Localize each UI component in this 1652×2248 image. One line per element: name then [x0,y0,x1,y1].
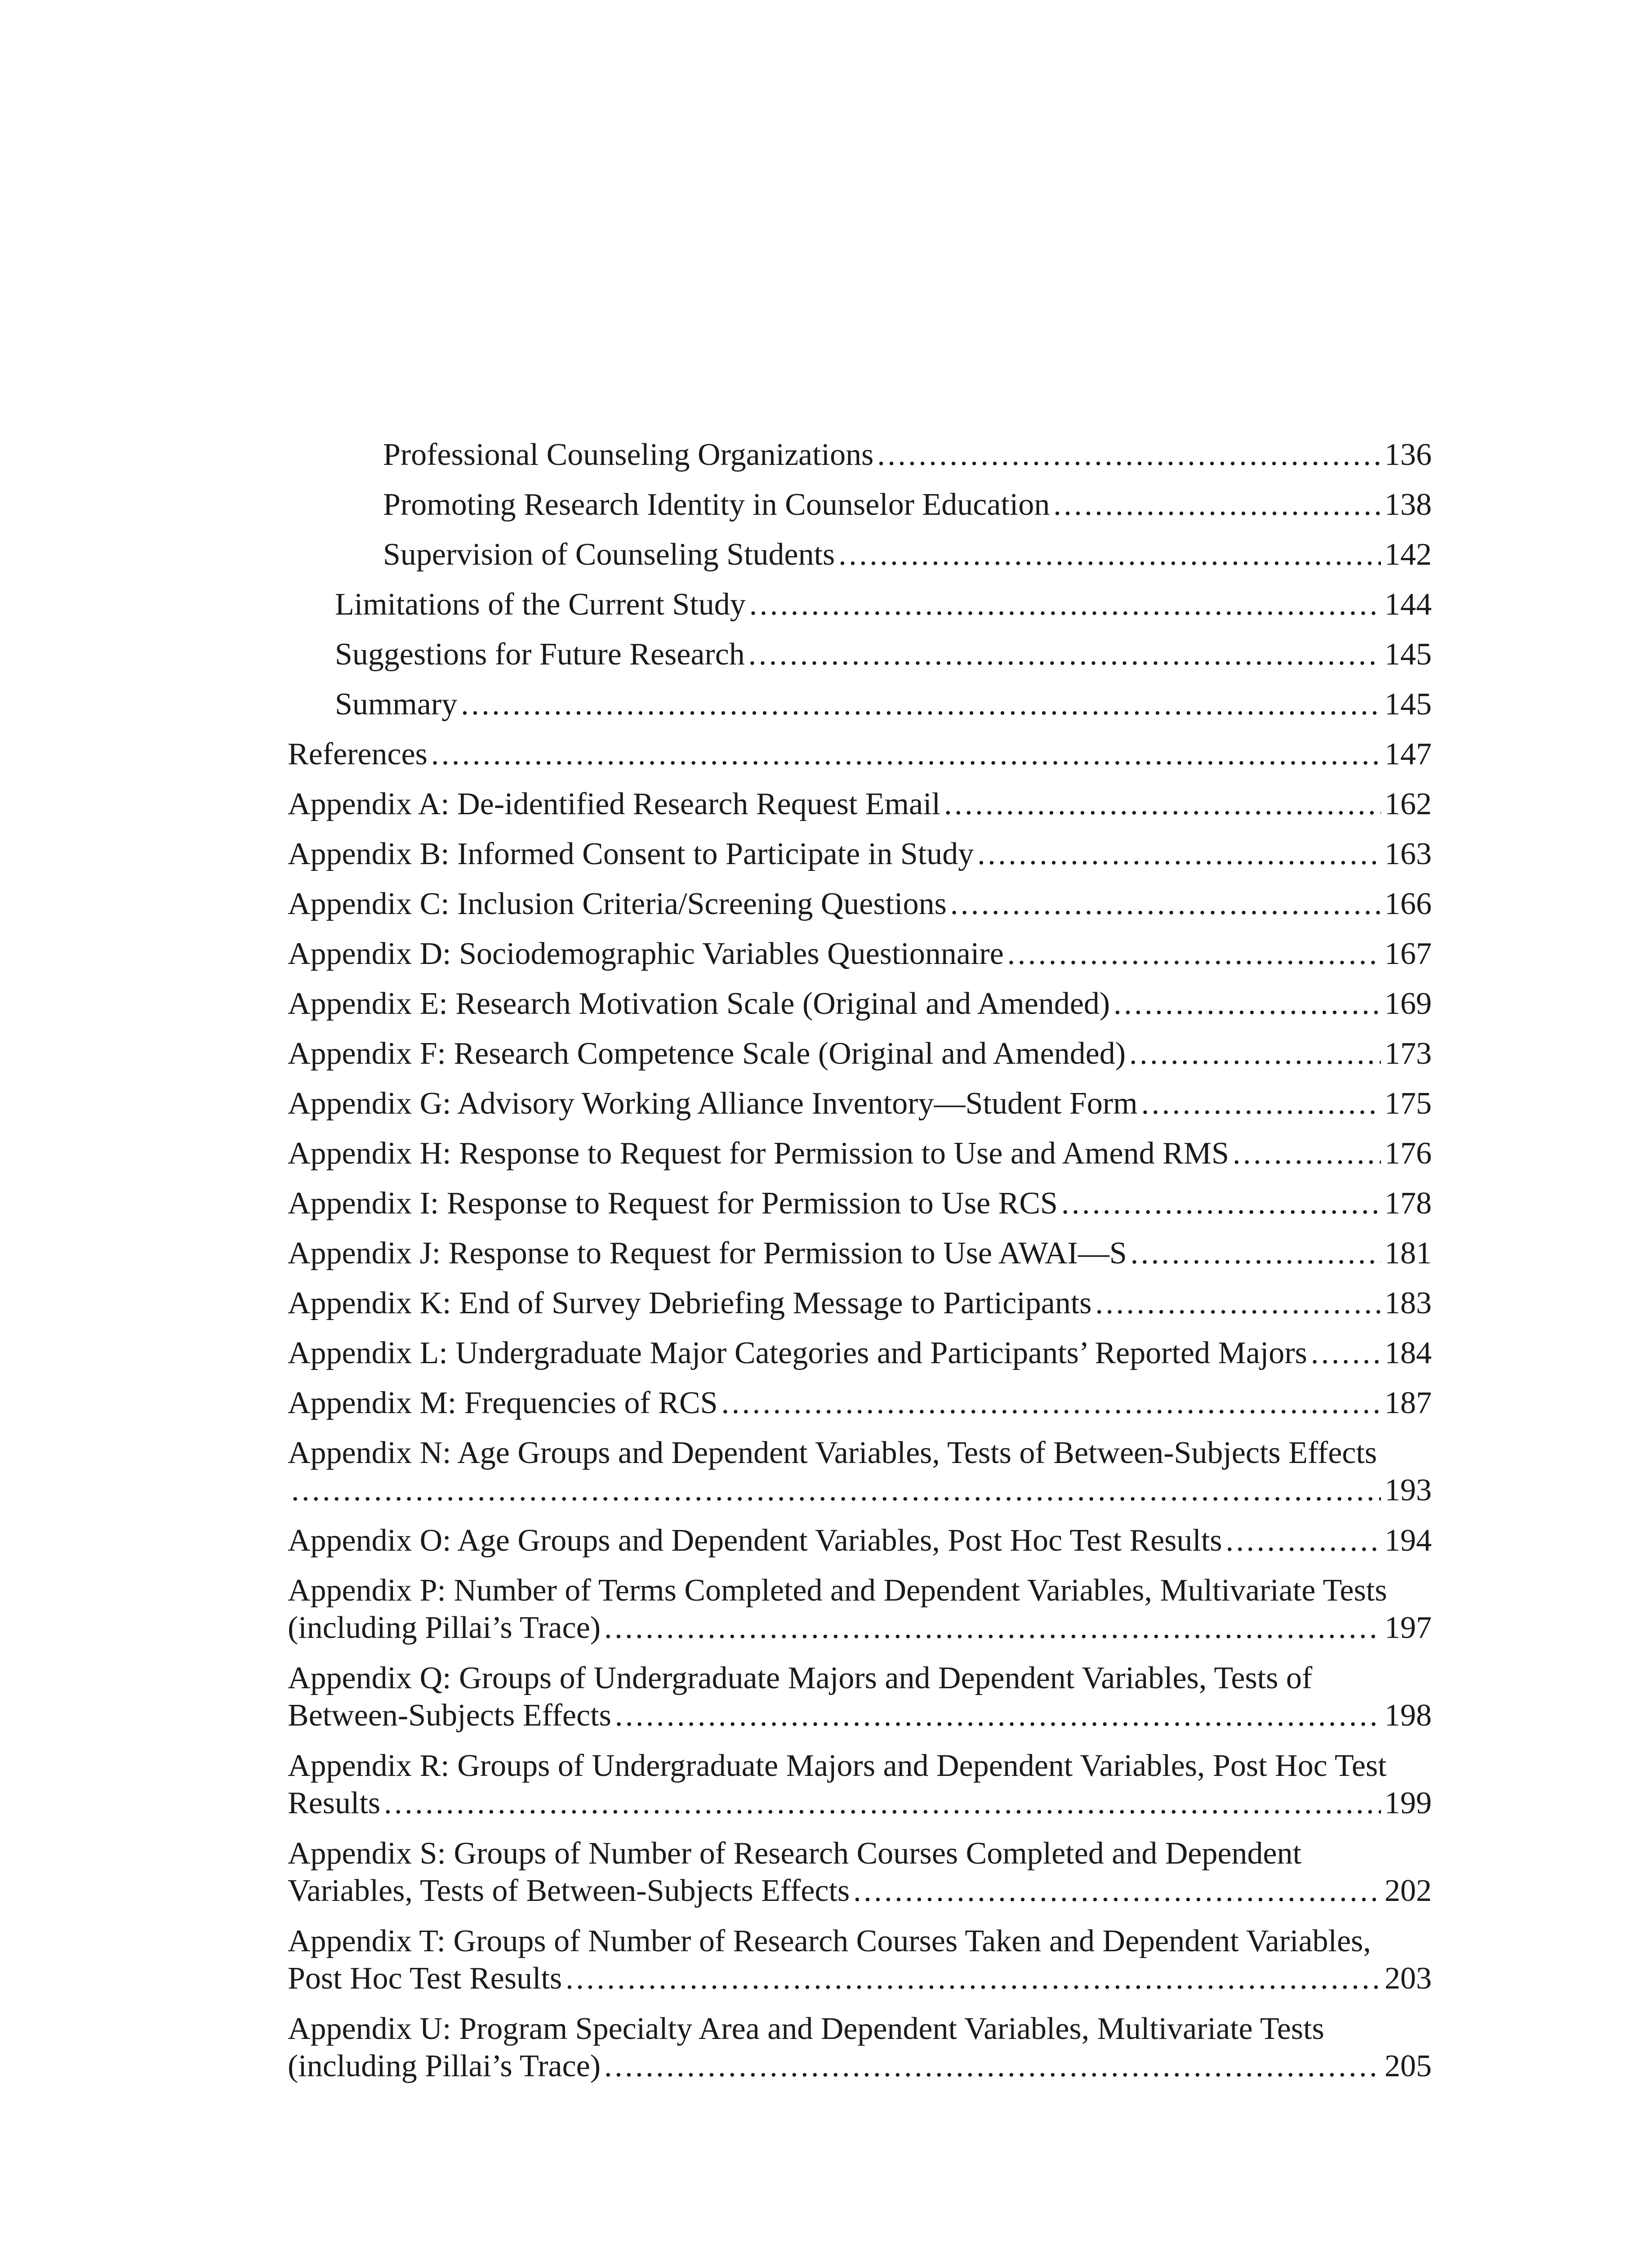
toc-entry [288,1135,1432,1185]
toc-entry-title: Professional Counseling Organizations [383,437,874,472]
toc-entry [288,1659,1432,1747]
dot-leader [384,1784,1381,1822]
toc-page-number: 175 [1385,1086,1432,1121]
dot-leader [1141,1085,1381,1122]
toc-entry [288,1334,1432,1384]
dot-leader [615,1697,1381,1734]
toc-entry [288,686,1432,736]
toc-entry [288,2010,1432,2098]
toc-entry-title: Appendix B: Informed Consent to Participate in Study [288,837,974,871]
dot-leader [1095,1285,1381,1322]
dot-leader [838,536,1381,573]
toc-page-number: 166 [1385,887,1432,921]
toc-page-number: 203 [1385,1961,1432,1996]
toc-entry [288,1085,1432,1135]
toc-entry [288,1522,1432,1572]
toc-entry-title: Appendix H: Response to Request for Permission to Use and Amend RMS [288,1136,1229,1171]
toc-entry [288,835,1432,885]
toc-page-number: 169 [1385,986,1432,1021]
toc-entry [288,736,1432,785]
toc-page-number: 163 [1385,837,1432,871]
dot-leader [877,436,1381,473]
toc-page-number: 181 [1385,1236,1432,1271]
toc-entry [288,1035,1432,1085]
toc-entry [288,885,1432,935]
toc-entry [288,1185,1432,1235]
toc-page-number: 178 [1385,1186,1432,1221]
toc-page-number: 142 [1385,537,1432,572]
toc-page-number: 197 [1385,1610,1432,1645]
toc-entry [288,1384,1432,1434]
toc-page-number: 173 [1385,1036,1432,1071]
dot-leader [749,586,1381,623]
toc-page-number: 187 [1385,1386,1432,1420]
dot-leader [977,835,1381,873]
dot-leader [950,885,1381,923]
dot-leader [1226,1522,1381,1559]
toc-entry [288,785,1432,835]
dot-leader [1007,935,1381,972]
dot-leader [461,686,1381,723]
toc-entry-title: Appendix G: Advisory Working Alliance Inventory—Student Form [288,1086,1138,1121]
toc-entry [288,436,1432,486]
toc-entry-title: References [288,737,427,772]
dot-leader [1311,1334,1381,1372]
toc-entry [288,636,1432,686]
toc-entry-title: Appendix J: Response to Request for Permission to Use AWAI—S [288,1236,1127,1271]
toc-entry-title: Appendix E: Research Motivation Scale (Original and Amended) [288,986,1110,1021]
dot-leader [748,636,1381,673]
toc-entry [288,586,1432,636]
toc-page-number: 138 [1385,487,1432,522]
dot-leader [1113,985,1381,1022]
toc-page-number: 198 [1385,1698,1432,1733]
toc-page-number: 145 [1385,637,1432,672]
toc-page-number: 136 [1385,437,1432,472]
toc-entry [288,1235,1432,1285]
toc-entry [288,1285,1432,1334]
toc-entry [288,985,1432,1035]
toc-entry-title-line1: Appendix T: Groups of Number of Research Courses Taken and Dependent Variables, [288,1924,1371,1958]
dot-leader [291,1472,1381,1509]
toc-entry-title: (including Pillai’s Trace) [288,2049,601,2083]
toc-page-number: 184 [1385,1336,1432,1370]
toc-entry-title-line1: Appendix Q: Groups of Undergraduate Majors and Dependent Variables, Tests of [288,1661,1313,1695]
toc-entry [288,935,1432,985]
toc-entry-title: Appendix D: Sociodemographic Variables Questionnaire [288,937,1004,971]
toc-entry [288,1835,1432,1922]
toc-entry-title: Limitations of the Current Study [335,587,746,622]
toc-entry-title: Results [288,1786,381,1820]
dot-leader [1131,1235,1381,1272]
toc-entry [288,1572,1432,1659]
toc-entry-title: Post Hoc Test Results [288,1961,562,1996]
toc-page-number: 202 [1385,1873,1432,1908]
toc-entry [288,1434,1432,1522]
toc-page-number: 144 [1385,587,1432,622]
toc-entry-title: Appendix L: Undergraduate Major Categories and Participants’ Reported Majors [288,1336,1307,1370]
dot-leader [1233,1135,1381,1172]
toc-entry-title: Appendix O: Age Groups and Dependent Variables, Post Hoc Test Results [288,1523,1222,1558]
table-of-contents [288,436,1432,2098]
dot-leader [1129,1035,1381,1072]
toc-entry-title: Summary [335,687,458,722]
toc-entry-title: Variables, Tests of Between-Subjects Effects [288,1873,850,1908]
toc-page-number: 193 [1385,1473,1432,1508]
toc-entry [288,1922,1432,2010]
toc-page-number: 205 [1385,2049,1432,2083]
dot-leader [431,736,1381,773]
toc-page-number: 147 [1385,737,1432,772]
dot-leader [604,1609,1381,1646]
toc-entry-title: Appendix A: De-identified Research Request Email [288,787,941,821]
toc-entry-title: (including Pillai’s Trace) [288,1610,601,1645]
toc-entry-title: Appendix F: Research Competence Scale (Original and Amended) [288,1036,1126,1071]
toc-entry-title-line1: Appendix R: Groups of Undergraduate Majors and Dependent Variables, Post Hoc Test [288,1748,1387,1783]
dot-leader [721,1384,1381,1422]
toc-page-number: 145 [1385,687,1432,722]
toc-entry-title: Appendix M: Frequencies of RCS [288,1386,718,1420]
toc-entry-title: Supervision of Counseling Students [383,537,835,572]
dot-leader [944,785,1381,823]
toc-page-number: 199 [1385,1786,1432,1820]
toc-entry-title: Suggestions for Future Research [335,637,745,672]
toc-entry-title-line1: Appendix P: Number of Terms Completed and Dependent Variables, Multivariate Tests [288,1573,1387,1608]
toc-entry-title: Appendix I: Response to Request for Permission to Use RCS [288,1186,1058,1221]
toc-entry-title: Between-Subjects Effects [288,1698,611,1733]
toc-page-number: 183 [1385,1286,1432,1320]
dot-leader [566,1960,1381,1997]
toc-entry-title-line1: Appendix U: Program Specialty Area and Dependent Variables, Multivariate Tests [288,2012,1324,2046]
dot-leader [604,2047,1381,2085]
toc-entry [288,1747,1432,1835]
dot-leader [1053,486,1381,523]
toc-entry [288,536,1432,586]
toc-entry-title: Appendix K: End of Survey Debriefing Message to Participants [288,1286,1092,1320]
toc-page-number: 194 [1385,1523,1432,1558]
toc-page-number: 162 [1385,787,1432,821]
toc-entry [288,486,1432,536]
toc-page-number: 167 [1385,937,1432,971]
dot-leader [1061,1185,1381,1222]
toc-entry-title-line1: Appendix N: Age Groups and Dependent Variables, Tests of Between-Subjects Effects [288,1436,1377,1470]
toc-entry-title: Appendix C: Inclusion Criteria/Screening Questions [288,887,947,921]
toc-entry-title-line1: Appendix S: Groups of Number of Research Courses Completed and Dependent [288,1836,1302,1871]
dot-leader [853,1872,1381,1909]
toc-page-number: 176 [1385,1136,1432,1171]
toc-entry-title: Promoting Research Identity in Counselor Education [383,487,1050,522]
